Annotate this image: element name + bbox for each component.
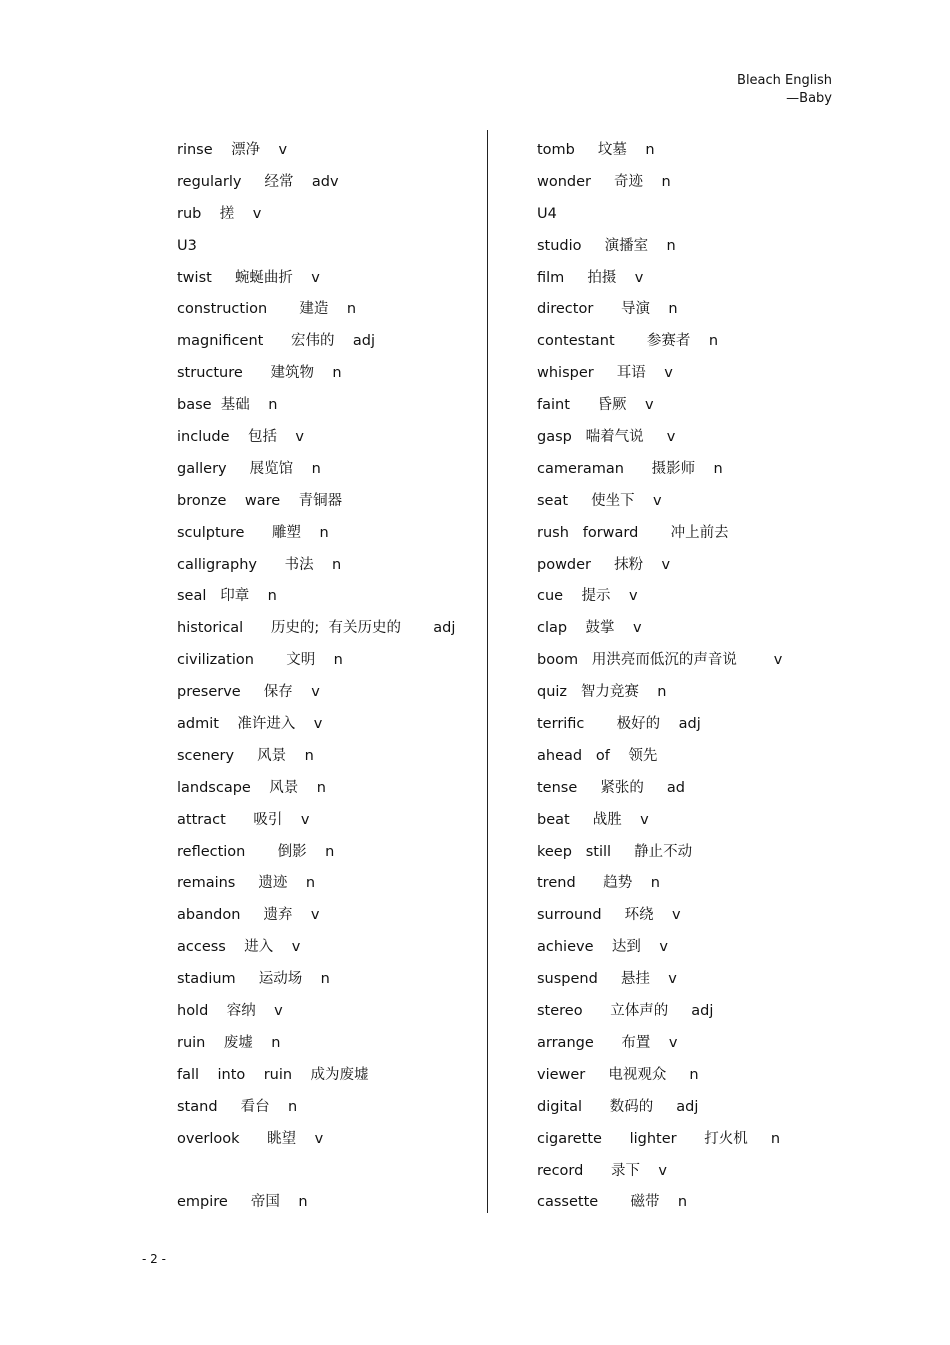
- vocab-entry: twist 蜿蜒曲折 v: [177, 269, 320, 286]
- vocab-entry: ahead of 领先: [537, 747, 658, 764]
- vocab-entry: powder 抹粉 v: [537, 556, 671, 573]
- vocab-entry: achieve 达到 v: [537, 939, 668, 956]
- header-line-2: —Baby: [786, 91, 832, 106]
- vocab-entry: whisper 耳语 v: [537, 365, 673, 382]
- vocab-entry: cue 提示 v: [537, 588, 638, 605]
- vocab-entry: trend 趋势 n: [537, 875, 660, 892]
- vocab-entry: historical 历史的; 有关历史的 adj: [177, 620, 456, 637]
- vocab-entry: sculpture 雕塑 n: [177, 524, 329, 541]
- vocab-entry: terrific 极好的 adj: [537, 716, 701, 733]
- vocab-entry: include 包括 v: [177, 429, 304, 446]
- right-vocabulary-column: [537, 136, 782, 1220]
- vocab-entry: fall into ruin 成为废墟: [177, 1066, 369, 1083]
- vocab-entry: seat 使坐下 v: [537, 492, 662, 509]
- vocab-entry: director 导演 n: [537, 301, 678, 318]
- vocab-entry: beat 战胜 v: [537, 811, 649, 828]
- vocab-entry: attract 吸引 v: [177, 811, 310, 828]
- vocab-entry: wonder 奇迹 n: [537, 173, 671, 190]
- vocab-entry: base 基础 n: [177, 397, 278, 414]
- vocab-entry: admit 准许进入 v: [177, 716, 323, 733]
- vocab-entry: arrange 布置 v: [537, 1034, 678, 1051]
- vocab-entry: boom 用洪亮而低沉的声音说 v: [537, 652, 783, 669]
- vocab-entry: ruin 废墟 n: [177, 1034, 281, 1051]
- vocab-entry: clap 鼓掌 v: [537, 620, 642, 637]
- vocab-entry: cassette 磁带 n: [537, 1194, 688, 1211]
- vocab-entry: landscape 风景 n: [177, 779, 326, 796]
- vocab-entry: viewer 电视观众 n: [537, 1066, 699, 1083]
- vocab-entry: gallery 展览馆 n: [177, 460, 321, 477]
- vocab-entry: calligraphy 书法 n: [177, 556, 342, 573]
- vocab-entry: U3: [177, 237, 197, 254]
- vocab-entry: record 录下 v: [537, 1162, 667, 1179]
- vocab-entry: remains 遗迹 n: [177, 875, 316, 892]
- vocab-entry: stereo 立体声的 adj: [537, 1003, 714, 1020]
- vocab-entry: rush forward 冲上前去: [537, 524, 729, 541]
- vocab-entry: magnificent 宏伟的 adj: [177, 333, 376, 350]
- vocab-entry: U4: [537, 205, 557, 222]
- vocab-entry: digital 数码的 adj: [537, 1098, 699, 1115]
- vocab-entry: surround 环绕 v: [537, 907, 681, 924]
- vocab-entry: stadium 运动场 n: [177, 971, 330, 988]
- vocab-entry: contestant 参赛者 n: [537, 333, 719, 350]
- vocab-entry: hold 容纳 v: [177, 1003, 283, 1020]
- vocab-entry: gasp 喘着气说 v: [537, 429, 676, 446]
- vocab-entry: quiz 智力竞赛 n: [537, 684, 667, 701]
- vocab-entry: empire 帝国 n: [177, 1194, 308, 1211]
- vocab-entry: access 进入 v: [177, 939, 301, 956]
- page-number: - 2 -: [142, 1252, 166, 1266]
- vocab-entry: seal 印章 n: [177, 588, 277, 605]
- vocab-entry: keep still 静止不动: [537, 843, 693, 860]
- vocab-entry: reflection 倒影 n: [177, 843, 335, 860]
- vocab-entry: regularly 经常 adv: [177, 173, 339, 190]
- vocab-entry: civilization 文明 n: [177, 652, 343, 669]
- page-header: [737, 72, 832, 108]
- vocab-entry: film 拍摄 v: [537, 269, 644, 286]
- vocab-entry: cigarette lighter 打火机 n: [537, 1130, 781, 1147]
- vocab-entry: bronze ware 青铜器: [177, 492, 343, 509]
- vocab-entry: structure 建筑物 n: [177, 365, 342, 382]
- vocab-entry: preserve 保存 v: [177, 684, 320, 701]
- vocab-entry: [177, 1157, 455, 1189]
- vocab-entry: stand 看台 n: [177, 1098, 298, 1115]
- vocab-entry: faint 昏厥 v: [537, 397, 654, 414]
- vocab-entry: cameraman 摄影师 n: [537, 460, 723, 477]
- vocab-entry: abandon 遗弃 v: [177, 907, 320, 924]
- vocab-entry: overlook 眺望 v: [177, 1130, 324, 1147]
- vocab-entry: construction 建造 n: [177, 301, 357, 318]
- column-divider: [487, 130, 488, 1213]
- vocab-entry: rinse 漂净 v: [177, 142, 288, 158]
- vocab-entry: tomb 坟墓 n: [537, 142, 655, 158]
- left-vocabulary-column: [177, 136, 455, 1220]
- vocab-entry: studio 演播室 n: [537, 237, 676, 254]
- vocab-entry: scenery 风景 n: [177, 747, 314, 764]
- header-line-1: Bleach English: [737, 73, 832, 88]
- vocab-entry: rub 搓 v: [177, 205, 262, 222]
- vocab-entry: suspend 悬挂 v: [537, 971, 677, 988]
- vocab-entry: tense 紧张的 ad: [537, 779, 685, 796]
